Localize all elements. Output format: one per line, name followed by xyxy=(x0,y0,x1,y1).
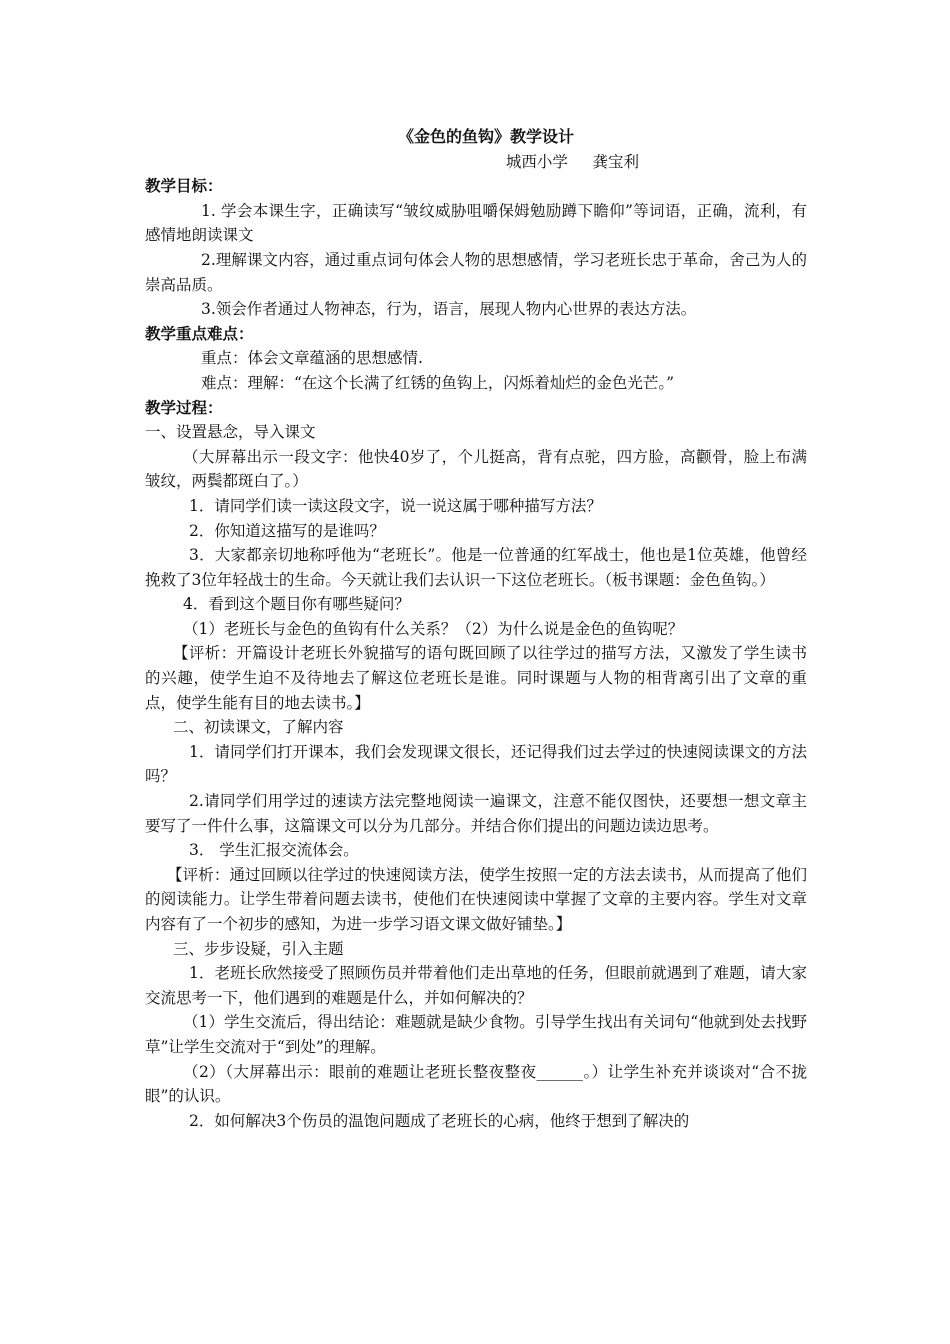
goal-2: 2.理解课文内容，通过重点词句体会人物的思想感情，学习老班长忠于革命，舍己为人的崇高品质。 xyxy=(145,250,807,294)
section-1-q1: 1．请同学们读一读这段文字，说一说这属于哪种描写方法？ xyxy=(189,496,602,515)
section-1-q4-answers: （1）老班长与金色的鱼钩有什么关系？（2）为什么说是金色的鱼钩呢？ xyxy=(183,619,684,638)
section-3-q1-part1: （1）学生交流后，得出结论：难题就是缺少食物。引导学生找出有关词句“他就到处去找野草”让学生交流对于“到处”的理解。 xyxy=(145,1013,807,1056)
section-3-heading: 三、步步设疑，引入主题 xyxy=(173,939,344,958)
section-3-q1: 1．老班长欣然接受了照顾伤员并带着他们走出草地的任务，但眼前就遇到了难题，请大家交流思考一下，他们遇到的难题是什么，并如何解决的？ xyxy=(145,964,807,1007)
author-byline: 城西小学 龚宝利 xyxy=(505,152,639,171)
difficulty-point: 难点：理解：“在这个长满了红锈的鱼钩上，闪烁着灿烂的金色光芒。” xyxy=(201,373,675,392)
document-title: 《金色的鱼钩》教学设计 xyxy=(397,127,574,146)
section-2-q1: 1．请同学们打开课本，我们会发现课文很长，还记得我们过去学过的快速阅读课文的方法吗？ xyxy=(145,742,807,786)
section-1-intro: （大屏幕出示一段文字：他快40岁了，个儿挺高，背有点驼，四方脸，高颧骨，脸上布满皱纹，两鬓都斑白了。） xyxy=(145,447,807,491)
section-1-q4: 4．看到这个题目你有哪些疑问？ xyxy=(183,595,410,614)
section-1-q3: 3．大家都亲切地称呼他为“老班长”。他是一位普通的红军战士，他也是1位英雄，他曾经挽救了3位年轻战士的生命。今天就让我们去认识一下这位老班长。（板书课题：金色鱼钩。） xyxy=(145,546,807,589)
goal-1: 1. 学会本课生字，正确读写“皱纹威胁咀嚼保姆勉励蹲下瞻仰”等词语，正确，流利，有感情地朗读课文 xyxy=(145,201,807,245)
process-heading: 教学过程： xyxy=(145,397,223,417)
goals-heading: 教学目标： xyxy=(145,176,223,196)
section-3-q1-part2: （2）（大屏幕出示：眼前的难题让老班长整夜整夜______。）让学生补充并谈谈对“合不拢眼”的认识。 xyxy=(145,1062,807,1106)
section-2-heading: 二、初读课文，了解内容 xyxy=(173,718,344,737)
section-1-q2: 2．你知道这描写的是谁吗？ xyxy=(189,521,385,540)
key-point: 重点：体会文章蕴涵的思想感情. xyxy=(201,349,423,368)
section-2-q3: 3． 学生汇报交流体会。 xyxy=(189,841,359,860)
key-points-heading: 教学重点难点： xyxy=(145,323,254,343)
goal-3: 3.领会作者通过人物神态，行为，语言，展现人物内心世界的表达方法。 xyxy=(201,300,697,319)
section-1-comment: 【评析：开篇设计老班长外貌描写的语句既回顾了以往学过的描写方法，又激发了学生读书的兴趣，使学生迫不及待地去了解这位老班长是谁。同时课题与人物的相背离引出了文章的重点，使学生能有目的地去读书。】 xyxy=(145,644,807,712)
section-2-q2: 2.请同学们用学过的速读方法完整地阅读一遍课文，注意不能仅图快，还要想一想文章主要写了一件什么事，这篇课文可以分为几部分。并结合你们提出的问题边读边思考。 xyxy=(145,792,807,835)
section-2-comment: 【评析：通过回顾以往学过的快速阅读方法，使学生按照一定的方法去读书，从而提高了他们的阅读能力。让学生带着问题去读书，使他们在快速阅读中掌握了文章的主要内容。学生对文章内容有了一个初步的感知，为进一步学习语文课文做好铺垫。】 xyxy=(145,865,807,933)
document-page xyxy=(145,125,807,1133)
section-3-q2: 2．如何解决3个伤员的温饱问题成了老班长的心病，他终于想到了解决的 xyxy=(189,1111,690,1130)
section-1-heading: 一、设置悬念，导入课文 xyxy=(145,423,316,442)
